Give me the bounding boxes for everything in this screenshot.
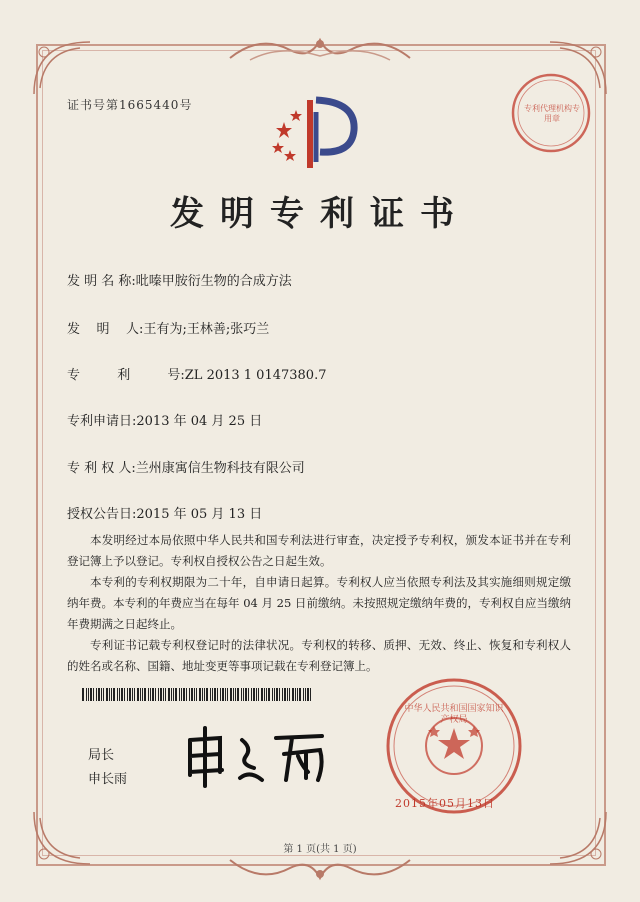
official-seal-text: 中华人民共和国国家知识产权局 (404, 704, 504, 725)
certificate-title: 发明专利证书 (170, 194, 470, 234)
page-footer: 第 1 页(共 1 页) (283, 844, 357, 855)
filing-date-label: 专利申请日: (67, 414, 137, 429)
grant-date-label: 授权公告日: (67, 507, 137, 522)
certificate-number: 证书号第1665440号 (67, 98, 193, 112)
holder-label: 专 利 权 人: (67, 461, 136, 476)
director-title: 局长 (88, 748, 115, 763)
inventor-label: 发 明 人: (67, 322, 144, 337)
grant-date-row (67, 503, 262, 522)
grant-date-value: 2015 年 05 月 13 日 (136, 507, 263, 522)
invention-name-row (67, 270, 292, 289)
director-name: 申长雨 (88, 772, 128, 787)
patent-office-logo-icon (270, 92, 360, 176)
holder-value: 兰州康寓信生物科技有限公司 (135, 461, 305, 476)
bottom-ornament-icon (220, 852, 420, 888)
corner-ornament-icon (30, 808, 100, 868)
body-text (67, 530, 571, 677)
seal-date: 2015年05月13日 (395, 797, 495, 810)
patent-number-value: ZL 2013 1 0147380.7 (184, 368, 327, 383)
patent-number-label: 专 利 号: (67, 368, 185, 383)
patent-number-row (67, 364, 326, 383)
filing-date-value: 2013 年 04 月 25 日 (136, 414, 263, 429)
invention-name-value: 吡嗪甲胺衍生物的合成方法 (135, 274, 292, 289)
body-paragraph: 本发明经过本局依照中华人民共和国专利法进行审查，决定授予专利权，颁发本证书并在专利登记簿上予以登记。专利权自授权公告之日起生效。 (67, 533, 571, 568)
barcode-icon (82, 688, 312, 701)
holder-row (67, 457, 305, 476)
body-paragraph: 专利证书记载专利权登记时的法律状况。专利权的转移、质押、无效、终止、恢复和专利权人的姓名或名称、国籍、地址变更等事项记载在专利登记簿上。 (67, 638, 571, 673)
inventor-value: 王有为;王林善;张巧兰 (143, 322, 270, 337)
inventor-row (67, 318, 269, 337)
director-signature-icon (180, 720, 330, 790)
corner-ornament-icon (540, 808, 610, 868)
invention-name-label: 发 明 名 称: (67, 274, 136, 289)
top-ornament-icon (220, 30, 420, 66)
filing-date-row (67, 410, 262, 429)
corner-ornament-icon (30, 38, 100, 98)
agency-stamp-text: 专利代理机构专用章 (524, 104, 580, 123)
body-paragraph: 本专利的专利权期限为二十年，自申请日起算。专利权人应当依照专利法及其实施细则规定缴纳年费。本专利的年费应当在每年 04 月 25 日前缴纳。未按照规定缴纳年费的，专利权自应当缴纳年费期满之日起终止。 (67, 575, 571, 631)
